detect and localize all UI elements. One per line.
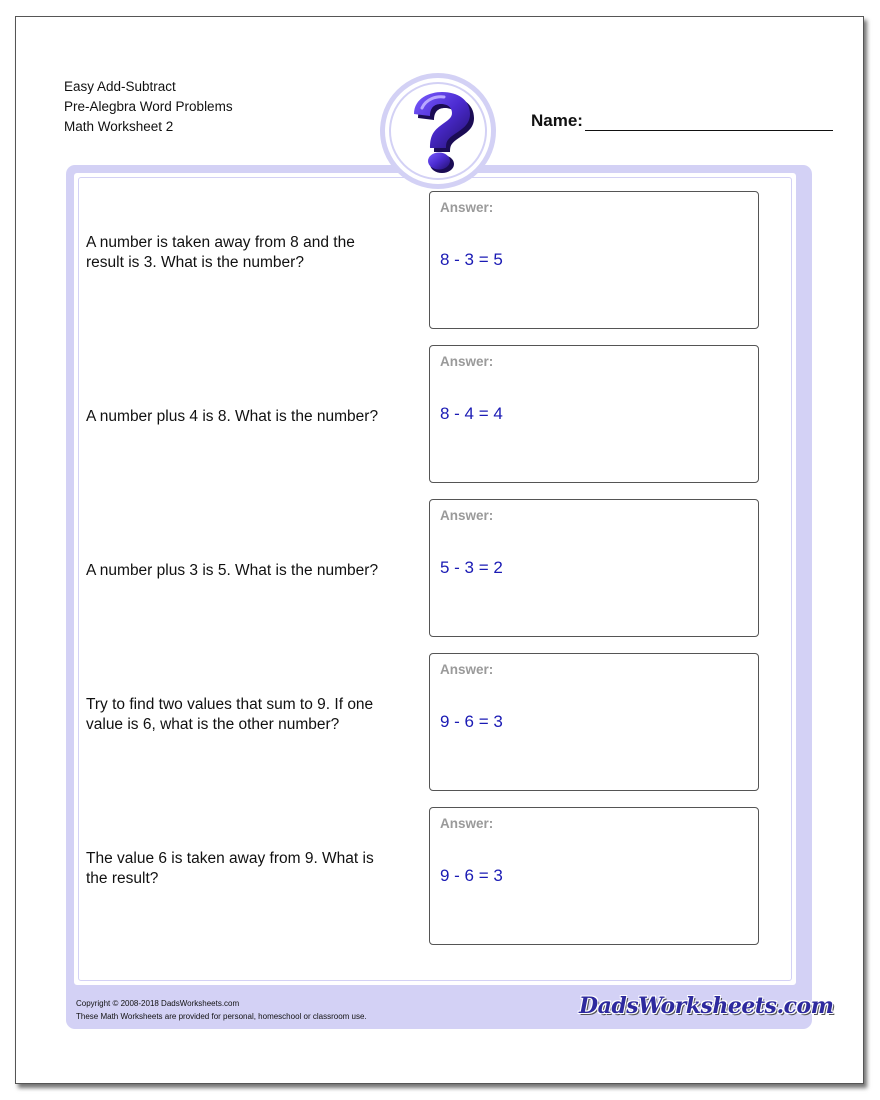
problem-text: Try to find two values that sum to 9. If one value is 6, what is the other number?: [86, 696, 374, 733]
name-line[interactable]: [585, 112, 833, 131]
question-mark-icon: [402, 90, 476, 174]
footer-notice: [76, 997, 367, 1023]
name-label: Name:: [531, 111, 583, 130]
answer-box[interactable]: [429, 191, 759, 329]
worksheet-topic: Pre-Alegbra Word Problems: [64, 99, 233, 114]
copyright-text: Copyright © 2008-2018 DadsWorksheets.com: [76, 999, 240, 1008]
answer-box[interactable]: [429, 807, 759, 945]
problem-text: A number plus 3 is 5. What is the number?: [86, 562, 379, 579]
answer-box[interactable]: [429, 345, 759, 483]
answer-box[interactable]: [429, 499, 759, 637]
usage-notice: These Math Worksheets are provided for personal, homeschool or classroom use.: [76, 1012, 367, 1021]
worksheet-page: [15, 16, 864, 1084]
answer-label: Answer:: [440, 662, 494, 677]
answer-label: Answer:: [440, 354, 494, 369]
problem-text: A number is taken away from 8 and the result is 3. What is the number?: [86, 234, 355, 271]
worksheet-category: Easy Add-Subtract: [64, 79, 176, 94]
answer-label: Answer:: [440, 508, 494, 523]
answer-box[interactable]: [429, 653, 759, 791]
name-field[interactable]: [531, 111, 833, 131]
problem-text: A number plus 4 is 8. What is the number?: [86, 408, 379, 425]
answer-value: 8 - 3 = 5: [440, 250, 503, 269]
worksheet-header: [64, 77, 233, 137]
problem-text: The value 6 is taken away from 9. What is the result?: [86, 850, 374, 887]
brand-logo: DadsWorksheets.com: [579, 993, 834, 1019]
answer-value: 5 - 3 = 2: [440, 558, 503, 577]
answer-value: 9 - 6 = 3: [440, 712, 503, 731]
logo-badge: [380, 73, 496, 189]
answer-label: Answer:: [440, 816, 494, 831]
answer-label: Answer:: [440, 200, 494, 215]
answer-value: 8 - 4 = 4: [440, 404, 503, 423]
answer-value: 9 - 6 = 3: [440, 866, 503, 885]
worksheet-title: Math Worksheet 2: [64, 119, 174, 134]
